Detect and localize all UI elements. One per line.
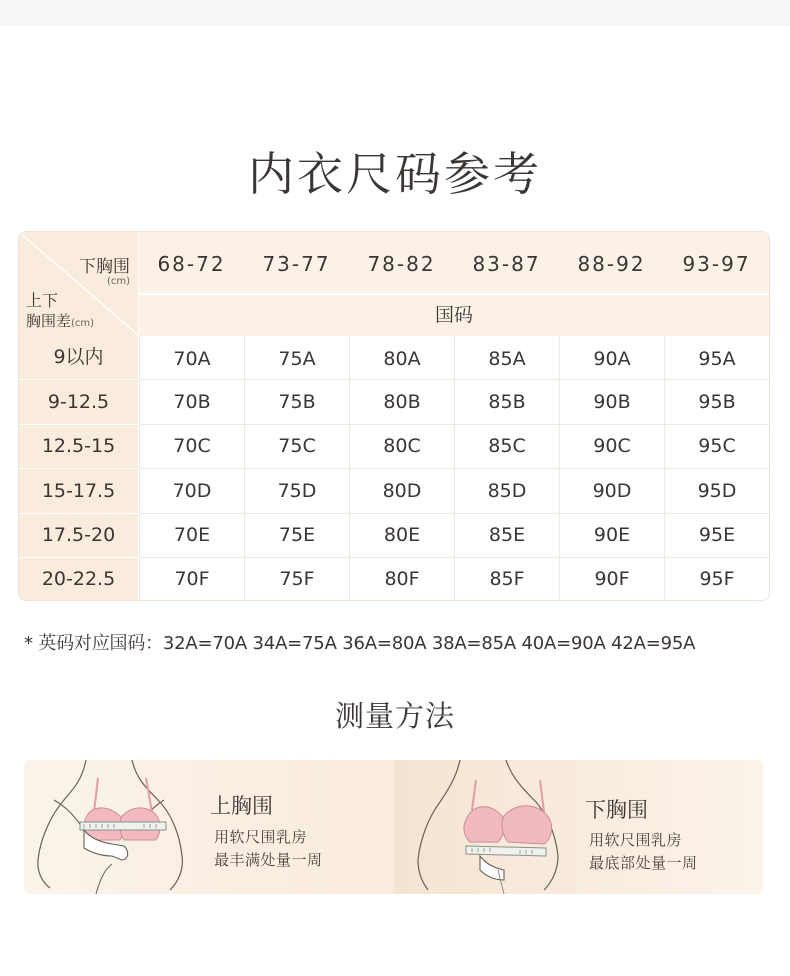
size-cell: 80C <box>349 425 454 468</box>
measurement-method-title: 测量方法 <box>334 699 455 733</box>
size-cell: 95F <box>664 558 769 600</box>
size-chart-table <box>18 231 770 601</box>
under-bust-title: 下胸围 <box>585 798 648 822</box>
upper-bust-instruction-1: 用软尺围乳房 <box>214 828 308 846</box>
size-cell: 95D <box>664 469 769 513</box>
bust-diff-header-line1: 上下 <box>26 291 59 310</box>
under-bust-illustration <box>394 760 574 894</box>
upper-bust-panel <box>24 760 394 894</box>
size-cell: 75F <box>244 558 349 600</box>
size-cell: 90B <box>559 380 664 424</box>
size-cell: 75C <box>244 425 349 468</box>
bust-diff-label: 9-12.5 <box>19 380 138 424</box>
size-cell: 70D <box>139 469 244 513</box>
size-cell: 75A <box>244 335 349 379</box>
under-bust-unit: (cm) <box>106 276 130 287</box>
size-cell: 80D <box>349 469 454 513</box>
top-bar <box>0 0 790 26</box>
size-cell: 85D <box>454 469 559 513</box>
size-cell: 85A <box>454 335 559 379</box>
size-cell: 80B <box>349 380 454 424</box>
size-cell: 70A <box>139 335 244 379</box>
under-bust-range: 68-72 <box>139 232 244 293</box>
bust-diff-header-text: 胸围差 <box>26 312 72 330</box>
upper-bust-instruction-2: 最丰满处量一周 <box>214 851 323 869</box>
size-cell: 75D <box>244 469 349 513</box>
size-cell: 75B <box>244 380 349 424</box>
size-cell: 85E <box>454 514 559 557</box>
upper-bust-illustration <box>24 760 194 894</box>
bust-diff-label: 17.5-20 <box>19 514 138 557</box>
size-cell: 80F <box>349 558 454 600</box>
size-cell: 95A <box>664 335 769 379</box>
size-cell: 90C <box>559 425 664 468</box>
bust-diff-label: 15-17.5 <box>19 469 138 513</box>
size-cell: 95C <box>664 425 769 468</box>
size-cell: 90A <box>559 335 664 379</box>
under-bust-range: 88-92 <box>559 232 664 293</box>
size-cell: 80E <box>349 514 454 557</box>
under-bust-instruction-2: 最底部处量一周 <box>589 854 698 872</box>
bust-diff-label: 20-22.5 <box>19 558 138 600</box>
size-cell: 80A <box>349 335 454 379</box>
size-cell: 70F <box>139 558 244 600</box>
upper-bust-title: 上胸围 <box>210 794 273 818</box>
size-cell: 85C <box>454 425 559 468</box>
under-bust-range: 83-87 <box>454 232 559 293</box>
size-cell: 95B <box>664 380 769 424</box>
size-cell: 90E <box>559 514 664 557</box>
under-bust-header: 下胸围 <box>79 257 130 277</box>
bust-diff-label: 12.5-15 <box>19 425 138 468</box>
size-conversion-note: * 英码对应国码：32A=70A 34A=75A 36A=80A 38A=85A 40A=90A 42A=95A <box>24 633 696 654</box>
size-cell: 90D <box>559 469 664 513</box>
size-cell: 70C <box>139 425 244 468</box>
size-label-row: 国码 <box>139 294 769 336</box>
size-cell: 90F <box>559 558 664 600</box>
bust-diff-unit: (cm) <box>71 318 95 329</box>
bust-diff-header-line2 <box>26 310 94 331</box>
size-cell: 75E <box>244 514 349 557</box>
under-bust-range: 93-97 <box>664 232 769 293</box>
bust-diff-label: 9以内 <box>19 335 138 379</box>
under-bust-range: 73-77 <box>244 232 349 293</box>
under-bust-range: 78-82 <box>349 232 454 293</box>
size-cell: 85F <box>454 558 559 600</box>
under-bust-panel <box>394 760 763 894</box>
size-cell: 95E <box>664 514 769 557</box>
page-title: 内衣尺码参考 <box>248 147 542 201</box>
size-cell: 70E <box>139 514 244 557</box>
size-cell: 85B <box>454 380 559 424</box>
under-bust-instruction-1: 用软尺围乳房 <box>589 831 683 849</box>
size-cell: 70B <box>139 380 244 424</box>
table-corner-header <box>19 232 138 335</box>
